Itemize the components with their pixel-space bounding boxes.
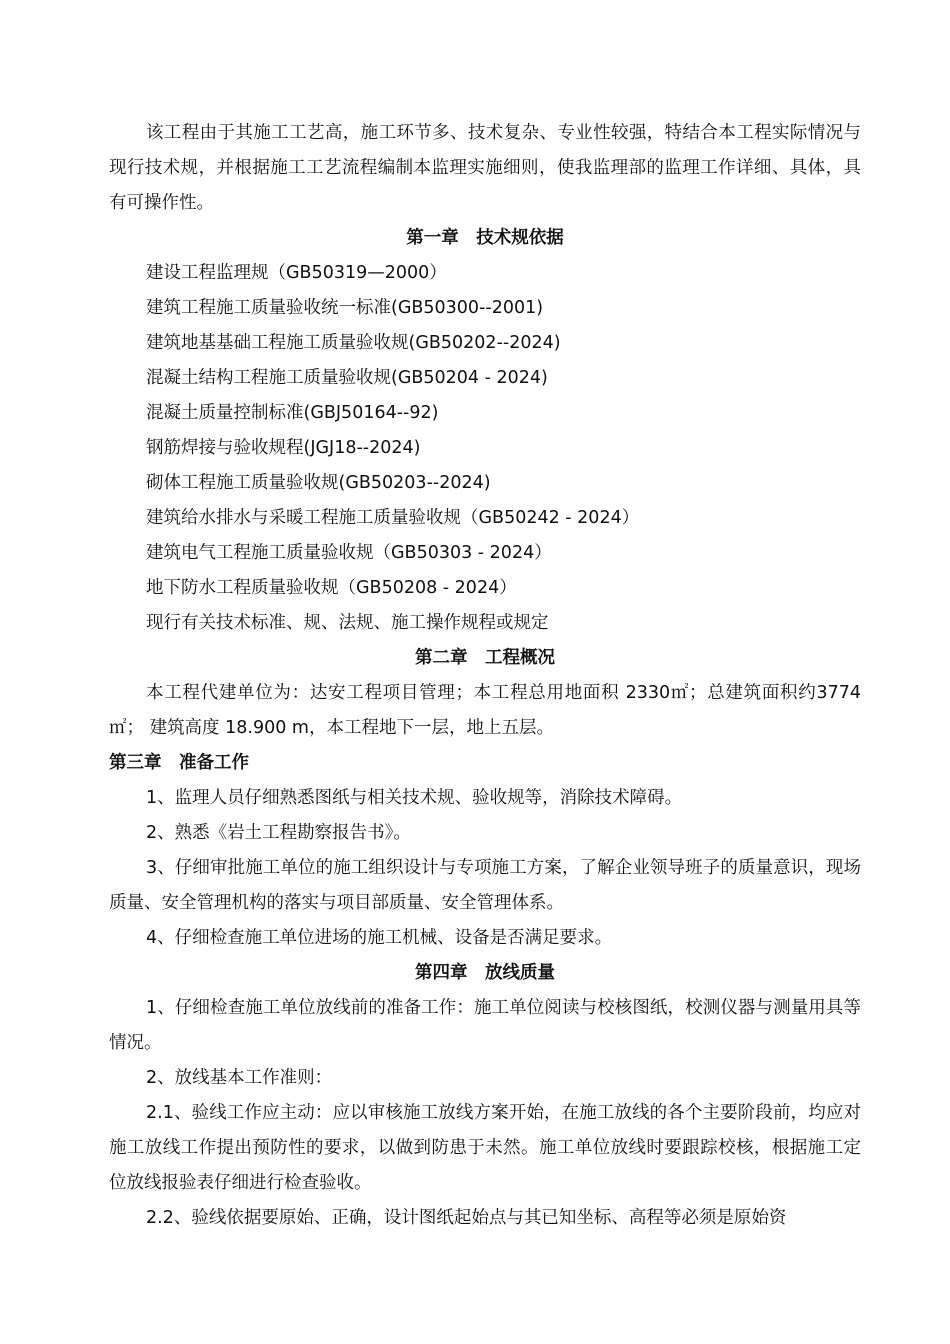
chapter4-heading: 第四章 放线质量	[415, 963, 555, 983]
preparation-item: 3、仔细审批施工单位的施工组织设计与专项施工方案，了解企业领导班子的质量意识，现场质量、安全管理机构的落实与项目部质量、安全管理体系。	[109, 858, 861, 913]
layout-quality-item: 2.1、验线工作应主动：应以审核施工放线方案开始，在施工放线的各个主要阶段前，均应对施工放线工作提出预防性的要求，以做到防患于未然。施工单位放线时要跟踪校核，根据施工定位放线报验表仔细进行检查验收。	[109, 1103, 861, 1193]
standard-item: 建筑给水排水与采暖工程施工质量验收规（GB50242 - 2024）	[146, 508, 640, 528]
standard-item: 混凝土结构工程施工质量验收规(GB50204 - 2024)	[146, 368, 548, 388]
chapter2-heading: 第二章 工程概况	[415, 648, 555, 668]
standard-item: 建筑电气工程施工质量验收规（GB50303 - 2024）	[146, 543, 552, 563]
document-page	[109, 116, 861, 1236]
layout-quality-item: 1、仔细检查施工单位放线前的准备工作：施工单位阅读与校核图纸，校测仪器与测量用具等情况。	[109, 998, 861, 1053]
standard-item: 现行有关技术标准、规、法规、施工操作规程或规定	[146, 613, 549, 633]
standard-item: 地下防水工程质量验收规（GB50208 - 2024）	[146, 578, 517, 598]
standard-item: 建设工程监理规（GB50319—2000）	[146, 263, 447, 283]
intro-paragraph: 该工程由于其施工工艺高，施工环节多、技术复杂、专业性较强，特结合本工程实际情况与现行技术规，并根据施工工艺流程编制本监理实施细则，使我监理部的监理工作详细、具体，具有可操作性。	[109, 123, 861, 213]
project-overview-paragraph: 本工程代建单位为：达安工程项目管理；本工程总用地面积 2330㎡；总建筑面积约3774㎡； 建筑高度 18.900 m，本工程地下一层，地上五层。	[109, 683, 861, 738]
chapter3-heading: 第三章 准备工作	[109, 753, 249, 773]
standard-item: 砌体工程施工质量验收规(GB50203--2024)	[146, 473, 491, 493]
standard-item: 建筑工程施工质量验收统一标准(GB50300--2001)	[146, 298, 544, 318]
standard-item: 建筑地基基础工程施工质量验收规(GB50202--2024)	[146, 333, 561, 353]
preparation-item: 1、监理人员仔细熟悉图纸与相关技术规、验收规等，消除技术障碍。	[146, 788, 683, 808]
layout-quality-item: 2.2、验线依据要原始、正确，设计图纸起始点与其已知坐标、高程等必须是原始资	[146, 1208, 787, 1228]
standards-list	[109, 256, 861, 641]
chapter1-heading: 第一章 技术规依据	[406, 228, 564, 248]
preparation-item: 2、熟悉《岩土工程勘察报告书》。	[146, 823, 411, 843]
standard-item: 钢筋焊接与验收规程(JGJ18--2024)	[146, 438, 421, 458]
preparation-item: 4、仔细检查施工单位进场的施工机械、设备是否满足要求。	[146, 928, 613, 948]
standard-item: 混凝土质量控制标准(GBJ50164--92)	[146, 403, 439, 423]
layout-quality-item: 2、放线基本工作准则：	[146, 1068, 333, 1088]
